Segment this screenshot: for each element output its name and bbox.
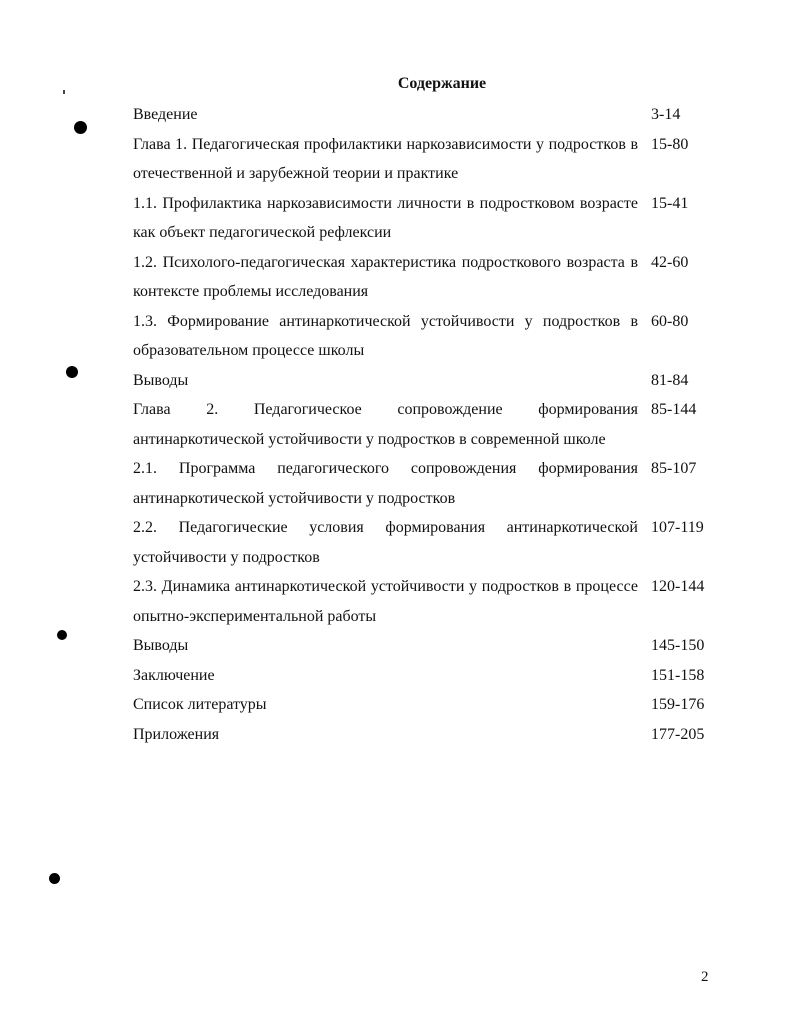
toc-entry-conclusion bbox=[133, 661, 713, 691]
toc-entry-introduction bbox=[133, 100, 713, 130]
toc-entry-text: 1.2. Психолого-педагогическая характеристика подросткового возраста в контексте проблемы исследования bbox=[133, 253, 638, 300]
toc-entry-pages: 120-144 bbox=[651, 578, 705, 595]
toc-entry-text: 2.2. Педагогические условия формирования антинаркотической устойчивости у подростков bbox=[133, 519, 638, 566]
toc-entry-pages: 3-14 bbox=[651, 106, 681, 123]
punch-hole-mark bbox=[49, 873, 60, 884]
toc-entry-pages: 15-80 bbox=[651, 135, 689, 153]
toc-entry-text: Список литературы bbox=[133, 696, 267, 713]
toc-entry-appendices bbox=[133, 720, 713, 750]
toc-entry-conclusions-2 bbox=[133, 631, 713, 661]
toc-entry-text: 2.3. Динамика антинаркотической устойчивости у подростков в процессе опытно-экспериментальной работы bbox=[133, 578, 638, 625]
toc-entry-text: Выводы bbox=[133, 637, 189, 654]
toc-entry-section-2-2 bbox=[133, 513, 713, 572]
toc-entry-text: Глава 2. Педагогическое сопровождение формирования антинаркотической устойчивости у подростков в современной школе bbox=[133, 401, 638, 448]
toc-entry-pages: 159-176 bbox=[651, 696, 705, 713]
toc-entry-pages: 81-84 bbox=[651, 371, 689, 389]
toc-title: Содержание bbox=[397, 75, 487, 92]
toc-entry-text: Введение bbox=[133, 106, 198, 123]
toc-entry-bibliography bbox=[133, 690, 713, 720]
toc-entry-text: Глава 1. Педагогическая профилактики наркозависимости у подростков в отечественной и зарубежной теории и практике bbox=[133, 135, 638, 182]
toc-entry-section-1-1 bbox=[133, 189, 713, 248]
toc-entry-pages: 107-119 bbox=[651, 519, 704, 536]
toc-entry-text: 2.1. Программа педагогического сопровождения формирования антинаркотической устойчивости у подростков bbox=[133, 460, 638, 507]
punch-hole-mark bbox=[66, 366, 78, 378]
toc-entry-section-2-3 bbox=[133, 572, 713, 631]
toc-entry-pages: 85-144 bbox=[651, 401, 697, 418]
toc-entry-section-1-3 bbox=[133, 307, 713, 366]
toc-entry-pages: 42-60 bbox=[651, 253, 689, 271]
toc-entry-chapter-1 bbox=[133, 130, 713, 189]
toc-entry-pages: 145-150 bbox=[651, 637, 705, 654]
toc-entry-pages: 85-107 bbox=[651, 460, 697, 477]
toc-entry-text: Заключение bbox=[133, 666, 215, 684]
toc-entry-section-2-1 bbox=[133, 454, 713, 513]
toc-entry-text: 1.1. Профилактика наркозависимости личности в подростковом возрасте как объект педагогической рефлексии bbox=[133, 194, 638, 241]
toc-entry-text: Приложения bbox=[133, 725, 220, 743]
toc-entry-text: 1.3. Формирование антинаркотической устойчивости у подростков в образовательном процессе школы bbox=[133, 312, 638, 359]
toc-entry-section-1-2 bbox=[133, 248, 713, 307]
toc-entry-text: Выводы bbox=[133, 371, 189, 389]
table-of-contents bbox=[133, 100, 713, 749]
punch-hole-mark bbox=[57, 630, 67, 640]
toc-entry-pages: 15-41 bbox=[651, 194, 689, 212]
toc-entry-pages: 177-205 bbox=[651, 725, 705, 743]
toc-entry-pages: 151-158 bbox=[651, 666, 705, 684]
toc-entry-pages: 60-80 bbox=[651, 312, 689, 330]
page-number: 2 bbox=[701, 969, 709, 985]
punch-hole-mark bbox=[74, 121, 87, 134]
toc-entry-chapter-2 bbox=[133, 395, 713, 454]
toc-entry-conclusions-1 bbox=[133, 366, 713, 396]
